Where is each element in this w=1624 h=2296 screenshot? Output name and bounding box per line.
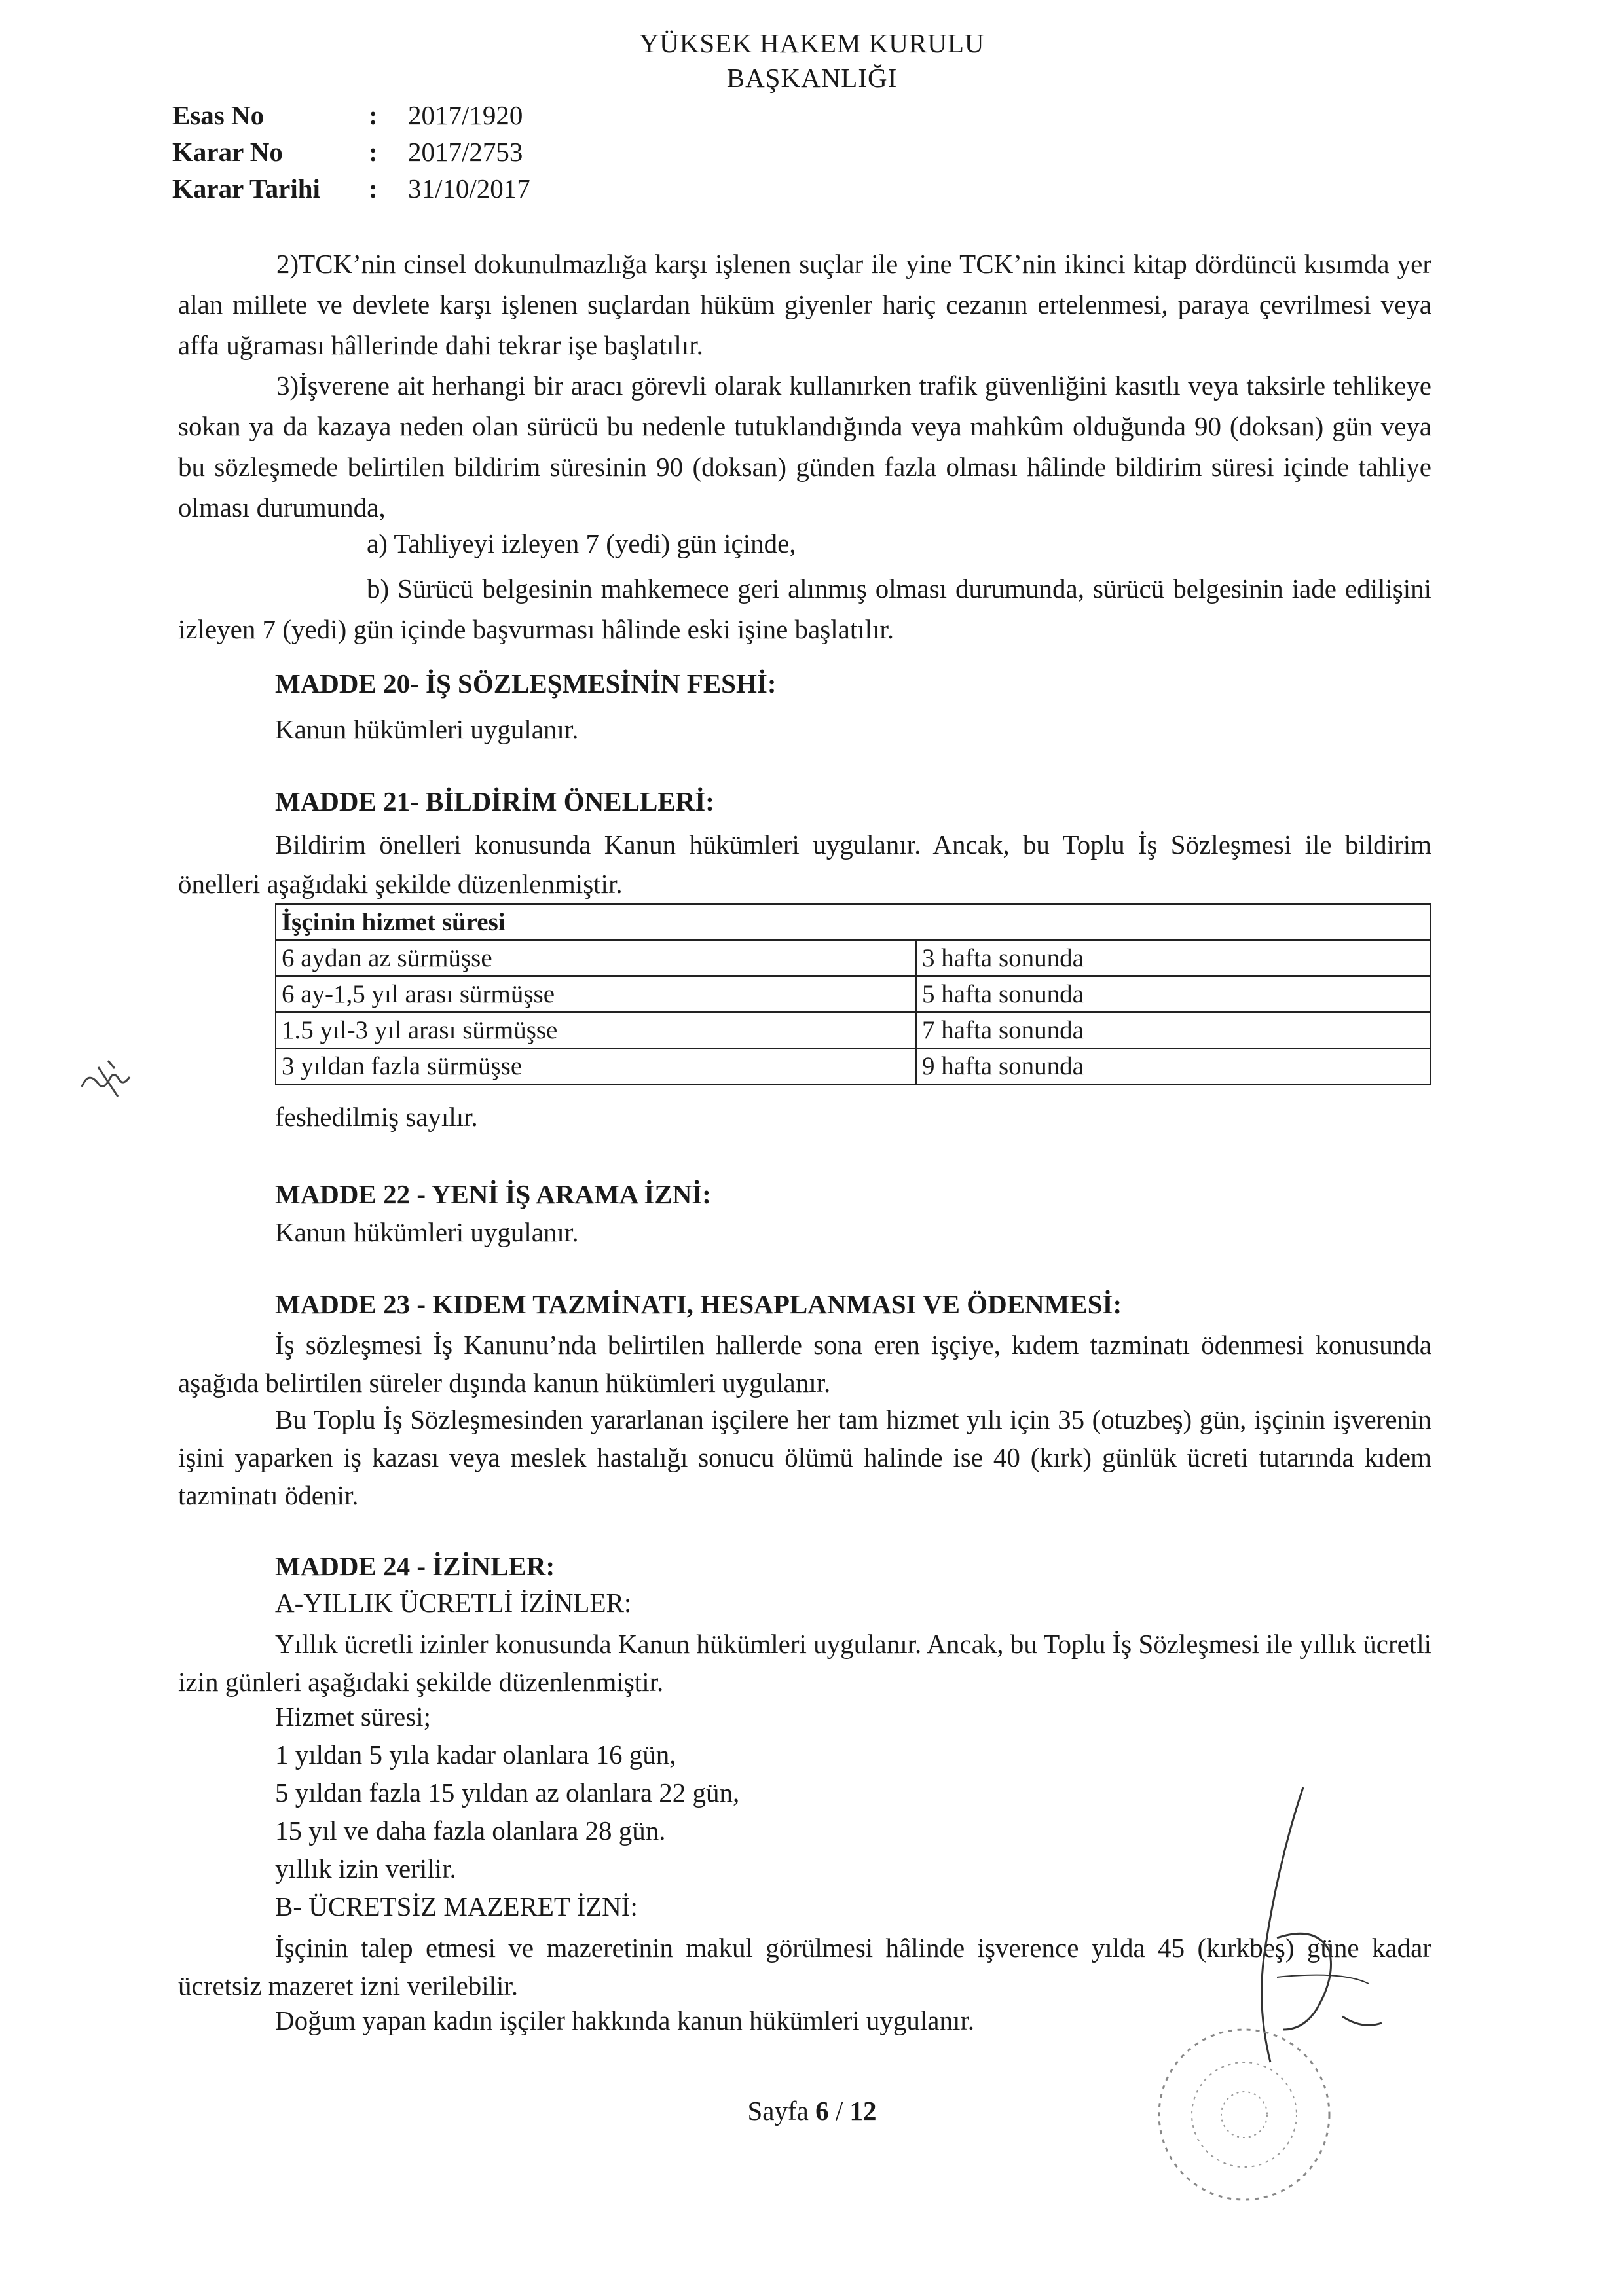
paragraph-tck: 2)TCK’nin cinsel dokunulmazlığa karşı işlenen suçlar ile yine TCK’nin ikinci kitap dördüncü kısımda yer alan millete ve devlete karşı işlenen suçlardan hüküm giyenler hariç cezanın ertelenmesi, paraya çevrilmesi veya affa uğraması hâllerinde dahi tekrar işe başlatılır. [178, 249, 1431, 360]
signature-stamp [1146, 1768, 1421, 2226]
table-row [276, 1012, 1431, 1048]
org-name-line2: BAŞKANLIĞI [726, 63, 898, 93]
article-23-title: MADDE 23 - KIDEM TAZMİNATI, HESAPLANMASI VE ÖDENMESİ: [275, 1289, 1122, 1319]
meta-esas: Esas No : 2017/1920 [172, 100, 523, 130]
article-22-title: MADDE 22 - YENİ İŞ ARAMA İZNİ: [275, 1179, 711, 1209]
leave-tier-1: 1 yıldan 5 yıla kadar olanlara 16 gün, [275, 1740, 676, 1770]
meta-tarih: Karar Tarihi : 31/10/2017 [172, 173, 530, 204]
case-meta [172, 97, 530, 207]
table-row [276, 976, 1431, 1012]
notice-period-table [275, 903, 1431, 1085]
article-20-title: MADDE 20- İŞ SÖZLEŞMESİNİN FESHİ: [275, 668, 777, 699]
duration-cell: 6 ay-1,5 yıl arası sürmüşse [276, 976, 916, 1012]
page-number: Sayfa 6 / 12 [747, 2096, 877, 2126]
article-20-text: Kanun hükümleri uygulanır. [275, 714, 579, 744]
meta-karar: Karar No : 2017/2753 [172, 137, 523, 167]
notice-cell: 7 hafta sonunda [916, 1012, 1431, 1048]
article-21-after: feshedilmiş sayılır. [275, 1102, 478, 1132]
annual-leave-title: A-YILLIK ÜCRETLİ İZİNLER: [275, 1588, 632, 1618]
notice-cell: 3 hafta sonunda [916, 940, 1431, 976]
leave-tier-3: 15 yıl ve daha fazla olanlara 28 gün. [275, 1815, 666, 1846]
article-23-paragraph-1: İş sözleşmesi İş Kanunu’nda belirtilen hallerde sona eren işçiye, kıdem tazminatı ödenmesi konusunda aşağıda belirtilen süreler dışında kanun hükümleri uygulanır. [178, 1330, 1431, 1398]
article-21-text: Bildirim önelleri konusunda Kanun hükümleri uygulanır. Ancak, bu Toplu İş Sözleşmesi ile bildirim önelleri aşağıdaki şekilde düzenlenmiştir. [178, 829, 1431, 899]
table-row [276, 1048, 1431, 1084]
maternity-text: Doğum yapan kadın işçiler hakkında kanun hükümleri uygulanır. [275, 2005, 975, 2035]
article-21-title: MADDE 21- BİLDİRİM ÖNELLERİ: [275, 786, 714, 816]
duration-cell: 3 yıldan fazla sürmüşse [276, 1048, 916, 1084]
notice-cell: 9 hafta sonunda [916, 1048, 1431, 1084]
unpaid-leave-title: B- ÜCRETSİZ MAZERET İZNİ: [275, 1891, 638, 1922]
paragraph-traffic: 3)İşverene ait herhangi bir aracı görevli olarak kullanırken trafik güvenliğini kasıtlı veya taksirle tehlikeye sokan ya da kazaya neden olan sürücü bu nedenle tutuklandığında veya mahkûm olduğunda 90 (doksan) gün veya bu sözleşmede belirtilen bildirim süresinin 90 (doksan) günden fazla olması hâlinde bildirim süresi içinde tahliye olması durumunda, [178, 371, 1431, 522]
unpaid-leave-text: İşçinin talep etmesi ve mazeretinin makul görülmesi hâlinde işverence yılda 45 (kırkbeş) güne kadar ücretsiz mazeret izni verilebilir. [178, 1933, 1431, 2001]
leave-granted-text: yıllık izin verilir. [275, 1853, 456, 1884]
list-item-a: a) Tahliyeyi izleyen 7 (yedi) gün içinde, [367, 528, 796, 558]
notice-cell: 5 hafta sonunda [916, 976, 1431, 1012]
article-22-text: Kanun hükümleri uygulanır. [275, 1217, 579, 1247]
article-24-title: MADDE 24 - İZİNLER: [275, 1551, 555, 1581]
leave-tier-2: 5 yıldan fazla 15 yıldan az olanlara 22 gün, [275, 1777, 740, 1808]
annual-leave-text: Yıllık ücretli izinler konusunda Kanun hükümleri uygulanır. Ancak, bu Toplu İş Sözleşmesi ile yıllık ücretli izin günleri aşağıdaki şekilde düzenlenmiştir. [178, 1629, 1431, 1697]
article-23-paragraph-2: Bu Toplu İş Sözleşmesinden yararlanan işçilere her tam hizmet yılı için 35 (otuzbeş) gün, işçinin işverenin işini yaparken iş kazası veya meslek hastalığı sonucu ölümü halinde ise 40 (kırk) günlük ücreti tutarında kıdem tazminatı ödenir. [178, 1404, 1431, 1510]
duration-cell: 1.5 yıl-3 yıl arası sürmüşse [276, 1012, 916, 1048]
table-header-row [276, 904, 1431, 940]
initials-mark [72, 1048, 144, 1106]
duration-cell: 6 aydan az sürmüşse [276, 940, 916, 976]
list-item-b: b) Sürücü belgesinin mahkemece geri alınmış olması durumunda, sürücü belgesinin iade edilişini izleyen 7 (yedi) gün içinde başvurması hâlinde eski işine başlatılır. [178, 574, 1431, 644]
table-header-cell: İşçinin hizmet süresi [276, 904, 1431, 940]
service-duration-label: Hizmet süresi; [275, 1702, 431, 1732]
org-name-line1: YÜKSEK HAKEM KURULU [639, 28, 985, 58]
table-row [276, 940, 1431, 976]
